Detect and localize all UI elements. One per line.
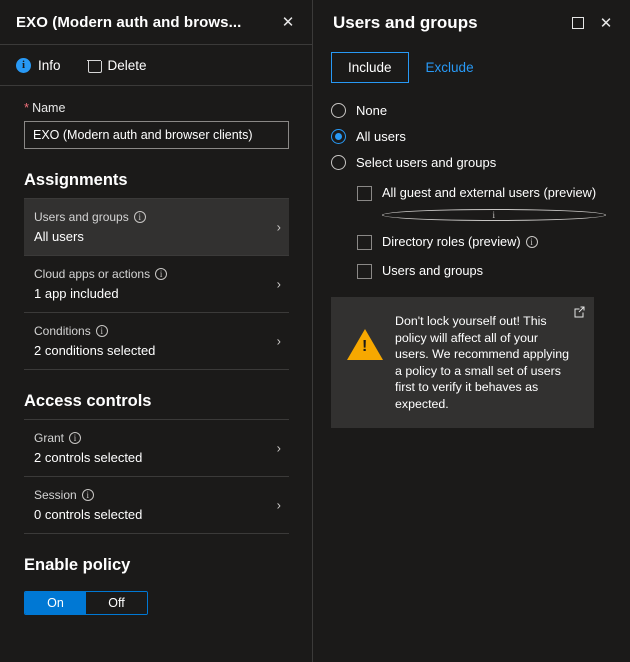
external-link-icon[interactable] <box>573 305 586 318</box>
radio-label: None <box>356 102 388 118</box>
checkbox-label-text: All guest and external users (preview) <box>382 185 597 200</box>
maximize-icon[interactable] <box>564 9 592 37</box>
warning-text: Don't lock yourself out! This policy will affect all of your users. We recommend applying a policy to a small set of users first to verify it behaves as expected. <box>395 314 570 411</box>
toggle-option-on[interactable]: On <box>25 592 86 614</box>
row-header-label: Cloud apps or actions <box>34 267 151 281</box>
assignments-heading: Assignments <box>24 171 128 189</box>
lockout-warning-banner <box>331 297 594 428</box>
delete-button[interactable] <box>85 54 149 77</box>
chevron-right-icon: › <box>276 276 281 292</box>
row-header <box>34 210 261 224</box>
panel-title: Users and groups <box>333 13 478 32</box>
chevron-right-icon: › <box>276 333 281 349</box>
info-icon[interactable]: i <box>155 268 167 280</box>
row-header <box>34 324 261 338</box>
checkbox-users-and-groups[interactable] <box>357 263 612 279</box>
chevron-right-icon: › <box>276 219 281 235</box>
row-header <box>34 431 261 445</box>
policy-panel <box>0 0 313 662</box>
checkbox-all-guest-and-external-users[interactable] <box>357 185 612 221</box>
chevron-right-icon: › <box>276 440 281 456</box>
assignment-row-conditions[interactable] <box>24 313 289 370</box>
users-and-groups-header <box>313 0 630 46</box>
users-and-groups-panel <box>313 0 630 662</box>
radio-label: Select users and groups <box>356 154 497 170</box>
access-control-row-grant[interactable] <box>24 420 289 477</box>
access-controls-heading: Access controls <box>24 392 152 410</box>
checkbox-icon[interactable] <box>357 235 372 250</box>
policy-name-input[interactable] <box>24 121 289 149</box>
row-header-label: Conditions <box>34 324 91 338</box>
checkbox-label <box>382 185 606 221</box>
toggle-option-off[interactable]: Off <box>86 592 147 614</box>
assignment-row-cloud-apps[interactable] <box>24 256 289 313</box>
row-header <box>34 267 261 281</box>
enable-policy-toggle-wrap <box>24 591 288 615</box>
row-value: 1 app included <box>34 286 119 301</box>
page-title: EXO (Modern auth and brows... <box>16 13 242 31</box>
info-icon[interactable]: i <box>134 211 146 223</box>
tab-include[interactable]: Include <box>331 52 409 83</box>
checkbox-icon[interactable] <box>357 264 372 279</box>
trash-icon <box>87 58 101 73</box>
info-icon[interactable]: i <box>526 236 538 248</box>
row-value: All users <box>34 229 84 244</box>
info-icon[interactable]: i <box>382 209 606 221</box>
scope-radio-group <box>313 83 630 175</box>
radio-icon <box>331 155 346 170</box>
radio-icon <box>331 103 346 118</box>
info-icon[interactable]: i <box>96 325 108 337</box>
radio-option-none[interactable] <box>331 97 612 123</box>
enable-policy-heading: Enable policy <box>24 556 131 574</box>
close-icon[interactable]: ✕ <box>599 14 613 32</box>
warning-icon <box>347 329 383 360</box>
chevron-right-icon: › <box>276 497 281 513</box>
assignments-list <box>24 198 289 370</box>
row-value: 2 controls selected <box>34 450 143 465</box>
access-controls-list <box>24 419 289 534</box>
row-value: 2 conditions selected <box>34 343 156 358</box>
policy-panel-header <box>0 0 312 44</box>
checkbox-icon[interactable] <box>357 186 372 201</box>
name-label-text: Name <box>32 100 66 115</box>
radio-icon-selected <box>331 129 346 144</box>
policy-content <box>0 86 312 615</box>
row-header <box>34 488 261 502</box>
access-control-row-session[interactable] <box>24 477 289 534</box>
assignment-row-users-and-groups[interactable] <box>24 199 289 256</box>
row-header-label: Users and groups <box>34 210 129 224</box>
enable-policy-toggle[interactable] <box>24 591 148 615</box>
info-button[interactable] <box>14 54 63 77</box>
tab-exclude[interactable]: Exclude <box>425 60 474 75</box>
row-header-label: Grant <box>34 431 65 445</box>
info-button-label: Info <box>38 57 61 73</box>
required-marker: * <box>24 100 30 115</box>
checkbox-label <box>382 263 483 279</box>
scope-checkbox-group <box>313 175 630 279</box>
checkbox-directory-roles[interactable] <box>357 234 612 250</box>
checkbox-label <box>382 234 538 250</box>
checkbox-label-text: Directory roles (preview) <box>382 234 521 249</box>
close-icon[interactable]: ✕ <box>281 13 295 31</box>
delete-button-label: Delete <box>107 57 147 73</box>
command-bar <box>0 45 312 85</box>
checkbox-label-text: Users and groups <box>382 263 484 278</box>
include-exclude-tabs <box>313 52 630 83</box>
row-header-label: Session <box>34 488 77 502</box>
radio-option-all-users[interactable] <box>331 123 612 149</box>
name-field-label <box>24 100 288 115</box>
info-icon[interactable]: i <box>69 432 81 444</box>
radio-option-select-users-and-groups[interactable] <box>331 149 612 175</box>
radio-label: All users <box>356 128 406 144</box>
row-value: 0 controls selected <box>34 507 143 522</box>
info-icon: i <box>16 58 31 73</box>
info-icon[interactable]: i <box>82 489 94 501</box>
